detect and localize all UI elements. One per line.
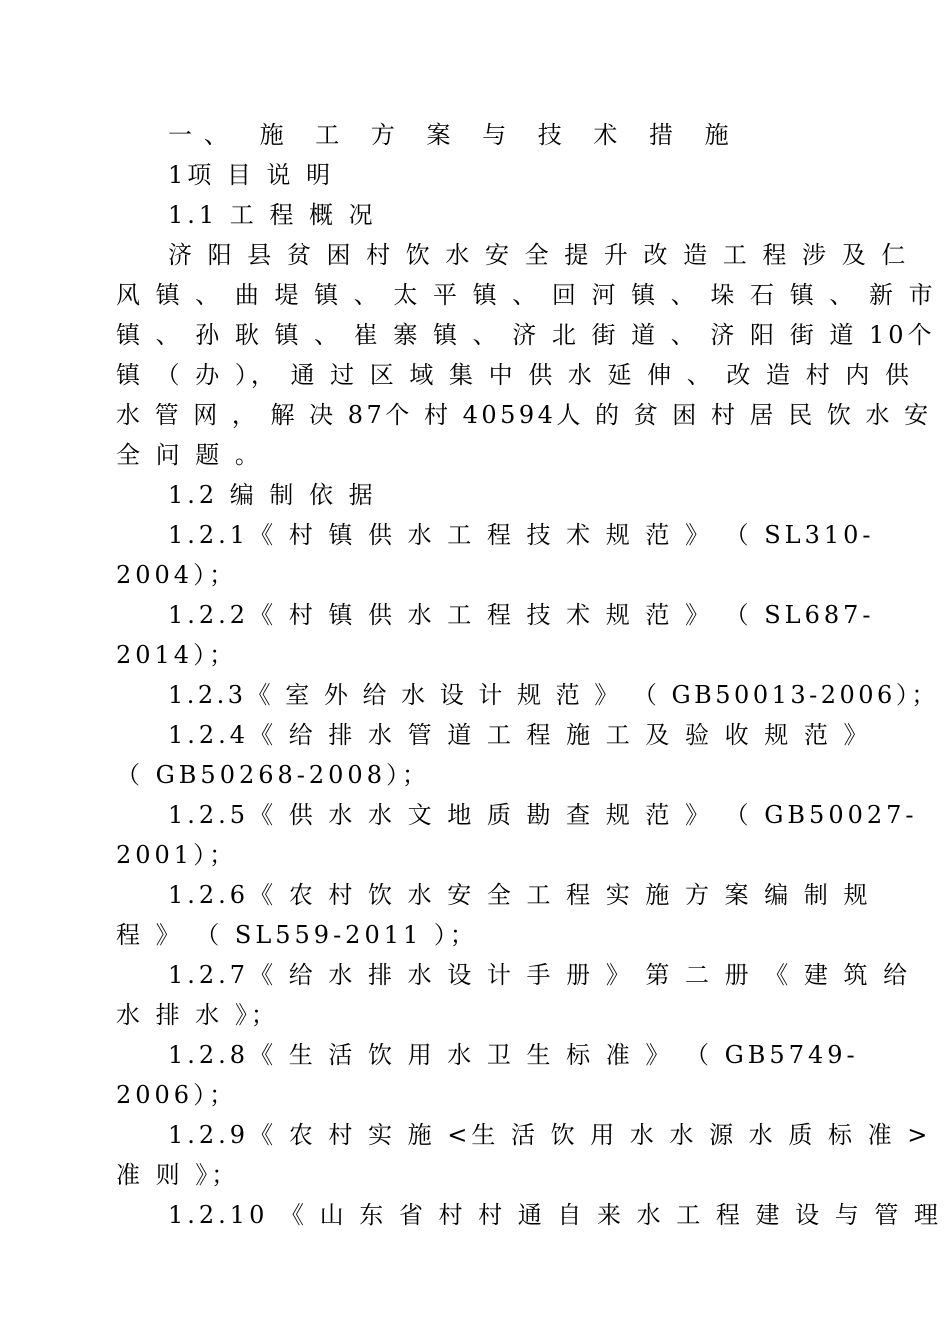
reference-text: （ GB50268-2008）；: [116, 761, 430, 789]
reference-text: 1.2.7《 给 水 排 水 设 计 手 册 》 第 二 册 《 建 筑 给: [168, 961, 912, 989]
reference-text: 2014）；: [116, 641, 238, 669]
section-heading: [0, 115, 950, 155]
heading-text: 1.2 编 制 依 据: [168, 481, 377, 509]
reference-item: [0, 715, 950, 755]
reference-item: [0, 635, 950, 675]
reference-item: [0, 955, 950, 995]
reference-item: [0, 995, 950, 1035]
paragraph-text: 风 镇 、 曲 堤 镇 、 太 平 镇 、 回 河 镇 、 垛 石 镇 、 新 市: [116, 281, 937, 309]
reference-item: [0, 1035, 950, 1075]
reference-item: [0, 1155, 950, 1195]
reference-item: [0, 595, 950, 635]
reference-item: [0, 1115, 950, 1155]
paragraph-text: 镇 （ 办 ）， 通 过 区 域 集 中 供 水 延 伸 、 改 造 村 内 供: [116, 361, 913, 389]
reference-item: [0, 515, 950, 555]
reference-item: [0, 835, 950, 875]
paragraph-line: [0, 275, 950, 315]
paragraph-line: [0, 435, 950, 475]
reference-text: 1.2.2《 村 镇 供 水 工 程 技 术 规 范 》 （ SL687-: [168, 601, 875, 629]
reference-item: [0, 1075, 950, 1115]
paragraph-text: 镇 、 孙 耿 镇 、 崔 寨 镇 、 济 北 街 道 、 济 阳 街 道 10个: [116, 321, 936, 349]
reference-text: 1.2.5《 供 水 水 文 地 质 勘 查 规 范 》 （ GB50027-: [168, 801, 918, 829]
reference-item: [0, 755, 950, 795]
reference-item: [0, 675, 950, 715]
reference-text: 1.2.4《 给 排 水 管 道 工 程 施 工 及 验 收 规 范 》: [168, 721, 872, 749]
reference-text: 1.2.8《 生 活 饮 用 水 卫 生 标 准 》 （ GB5749-: [168, 1041, 859, 1069]
reference-text: 程 》 （ SL559-2011 ）；: [116, 921, 478, 949]
paragraph-text: 水 管 网 ， 解 决 87个 村 40594人 的 贫 困 村 居 民 饮 水 安: [116, 401, 932, 429]
paragraph-line: [0, 315, 950, 355]
paragraph-text: 全 问 题 。: [116, 441, 263, 469]
heading-text: 1.1 工 程 概 况: [168, 201, 377, 229]
reference-text: 准 则 》；: [116, 1161, 240, 1189]
reference-item: [0, 555, 950, 595]
reference-item: [0, 915, 950, 955]
paragraph-text: 济 阳 县 贫 困 村 饮 水 安 全 提 升 改 造 工 程 涉 及 仁: [168, 241, 910, 269]
heading-text: 一、 施 工 方 案 与 技 术 措 施: [168, 121, 741, 149]
subsection-heading: [0, 475, 950, 515]
reference-text: 1.2.6《 农 村 饮 水 安 全 工 程 实 施 方 案 编 制 规: [168, 881, 872, 909]
reference-item: [0, 1195, 950, 1235]
reference-text: 1.2.10 《 山 东 省 村 村 通 自 来 水 工 程 建 设 与 管 理: [168, 1201, 943, 1229]
paragraph-line: [0, 355, 950, 395]
reference-text: 1.2.9《 农 村 实 施 <生 活 饮 用 水 水 源 水 质 标 准 >: [168, 1121, 932, 1149]
reference-text: 2004）；: [116, 561, 238, 589]
paragraph-line: [0, 235, 950, 275]
heading-text: 1项 目 说 明: [168, 161, 335, 189]
reference-item: [0, 875, 950, 915]
reference-text: 2001）；: [116, 841, 238, 869]
reference-text: 水 排 水 》；: [116, 1001, 279, 1029]
subsection-heading: [0, 155, 950, 195]
reference-text: 2006）；: [116, 1081, 238, 1109]
paragraph-line: [0, 395, 950, 435]
reference-text: 1.2.1《 村 镇 供 水 工 程 技 术 规 范 》 （ SL310-: [168, 521, 875, 549]
subsection-heading: [0, 195, 950, 235]
reference-text: 1.2.3《 室 外 给 水 设 计 规 范 》 （ GB50013-2006）；: [168, 681, 939, 709]
reference-item: [0, 795, 950, 835]
